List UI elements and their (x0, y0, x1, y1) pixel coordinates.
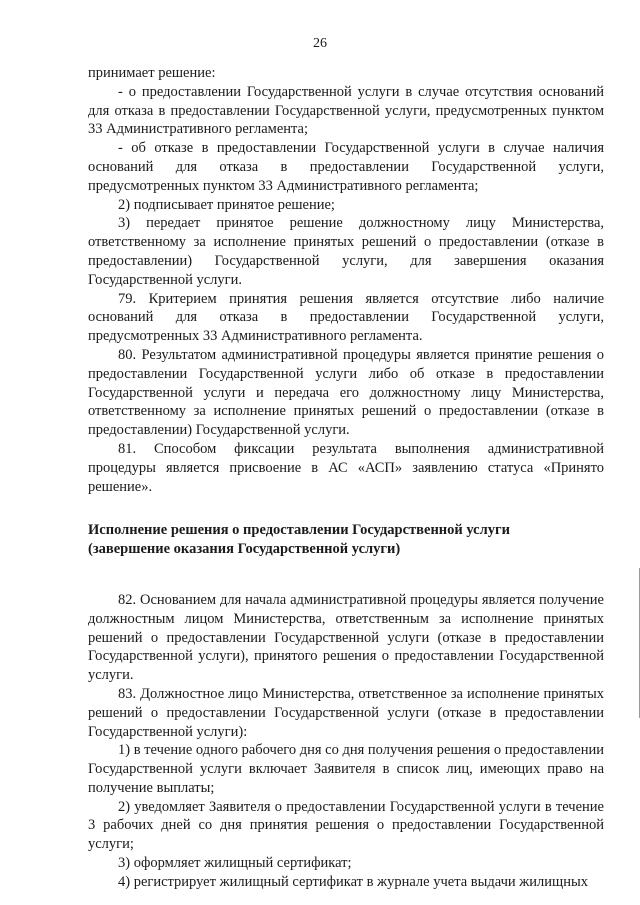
section-heading-line-1: Исполнение решения о предоставлении Государственной услуги (88, 522, 510, 539)
paragraph: 4) регистрирует жилищный сертификат в журнале учета выдачи жилищных (118, 873, 588, 890)
paragraph: - об отказе в предоставлении Государственной услуги в случае наличия оснований для отказа в предоставлении Государственной услуги, предусмотренных пунктом 33 Административного регламента; (88, 140, 604, 194)
page-number: 26 (313, 36, 327, 51)
paragraph: 82. Основанием для начала административной процедуры является получение должностным лицом Министерства, ответственным за исполнение принятых решений о предоставлении Государственной услуги (отказе в предоставлении Государственной услуги), принятого решения о предоставлении Государственной услуги. (88, 591, 604, 684)
paragraph: 81. Способом фиксации результата выполнения административной процедуры является присвоение в АС «АСП» заявлению статуса «Принято решение». (88, 440, 604, 495)
section-heading (88, 521, 604, 559)
section-heading-line-2: (завершение оказания Государственной услуги) (88, 541, 401, 558)
paragraph: 3) передает принятое решение должностному лицу Министерства, ответственному за исполнение принятых решений о предоставлении (отказе в предоставлении) Государственной услуги, для завершения оказания Государственной услуги. (88, 215, 604, 288)
paragraph: 2) подписывает принятое решение; (118, 196, 335, 213)
paragraph: 83. Должностное лицо Министерства, ответственное за исполнение принятых решений о предоставлении Государственной услуги (отказе в предоставлении Государственной услуги): (88, 685, 604, 740)
paragraph: 2) уведомляет Заявителя о предоставлении Государственной услуги в течение 3 рабочих дней со дня принятия решения о предоставлении Государственной услуги; (88, 798, 604, 853)
paragraph: 80. Результатом административной процедуры является принятие решения о предоставлении Государственной услуги либо об отказе в предоставлении Государственной услуги и передача его должностному лицу Министерства, ответственному за исполнение принятых решений о предоставлении (отказе в предоставлении) Государственной услуги. (88, 346, 604, 439)
paragraph: 79. Критерием принятия решения является отсутствие либо наличие оснований для отказа в предоставлении Государственной услуги, предусмотренных 33 Административного регламента. (88, 290, 604, 345)
paragraph: 1) в течение одного рабочего дня со дня получения решения о предоставлении Государственной услуги включает Заявителя в список лиц, имеющих право на получение выплаты; (88, 742, 604, 796)
paragraph: принимает решение: (88, 65, 216, 81)
paragraph: - о предоставлении Государственной услуги в случае отсутствия оснований для отказа в предоставлении Государственной услуги, предусмотренных пунктом 33 Административного регламента; (88, 83, 604, 138)
document-body (88, 64, 604, 892)
paragraph: 3) оформляет жилищный сертификат; (118, 855, 352, 872)
